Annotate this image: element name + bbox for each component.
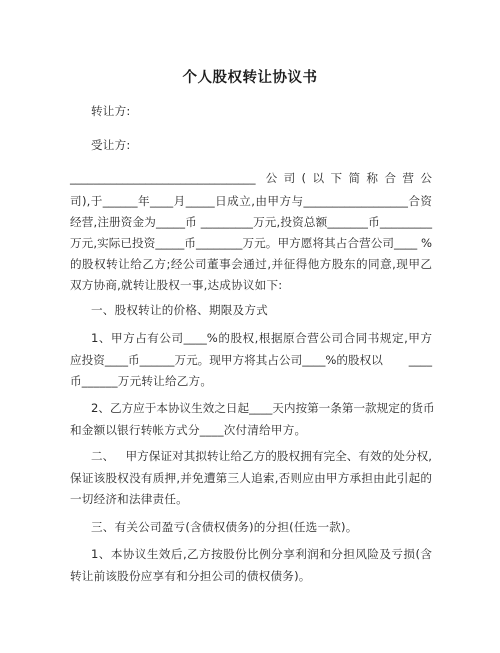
section3-p1-line-1: 1、本协议生效后,乙方按股份比例分享利润和分担风险及亏损(含: [91, 547, 432, 561]
section2-line-1: 二、 甲方保证对其拟转让给乙方的股权拥有完全、有效的处分权,: [91, 449, 432, 463]
intro-line-4: 万元,实际已投资_____币________万元。甲方愿将其占合营公司____ %: [70, 236, 432, 250]
section2-line-3: 一切经济和法律责任。: [70, 492, 188, 506]
section1-p2-line-2: 和金额以银行转帐方式分____次付清给甲方。: [70, 423, 307, 437]
intro-line-3: 经营,注册资金为_____币 _________万元,投资总额_______币_________: [70, 215, 432, 229]
intro-line-1: ________________________________ 公司(以下简称合营公: [70, 171, 432, 185]
section1-heading: 一、股权转让的价格、期限及方式: [91, 303, 268, 317]
section3-p1-line-2: 转让前该股份应享有和分担公司的债权债务)。: [70, 569, 311, 583]
intro-line-6: 双方协商,就转让股权一事,达成协议如下:: [70, 278, 283, 292]
intro-line-2: 司),于______年____月_____日成立,由甲方与__________________合资: [70, 194, 432, 208]
transferee-label: 受让方:: [91, 138, 131, 152]
section2-line-2: 保证该股权没有质押,并免遭第三人追索,否则应由甲方承担由此引起的: [70, 471, 432, 485]
section1-p2-line-1: 2、乙方应于本协议生效之日起____天内按第一条第一款规定的货币: [91, 401, 435, 415]
section1-p1-line-3: 币______万元转让给乙方。: [70, 374, 213, 388]
document-title: 个人股权转让协议书: [182, 70, 318, 86]
transferor-label: 转让方:: [91, 104, 131, 118]
section3-heading: 三、有关公司盈亏(含债权债务)的分担(任选一款)。: [91, 520, 358, 534]
intro-line-5: 的股权转让给乙方;经公司董事会通过,并征得他方股东的同意,现甲乙: [70, 257, 432, 271]
section1-p1-line-2: 应投资____币______万元。现甲方将其占公司____%的股权以 ____: [70, 353, 432, 367]
section1-p1-line-1: 1、甲方占有公司____%的股权,根据原合营公司合同书规定,甲方: [91, 331, 432, 345]
